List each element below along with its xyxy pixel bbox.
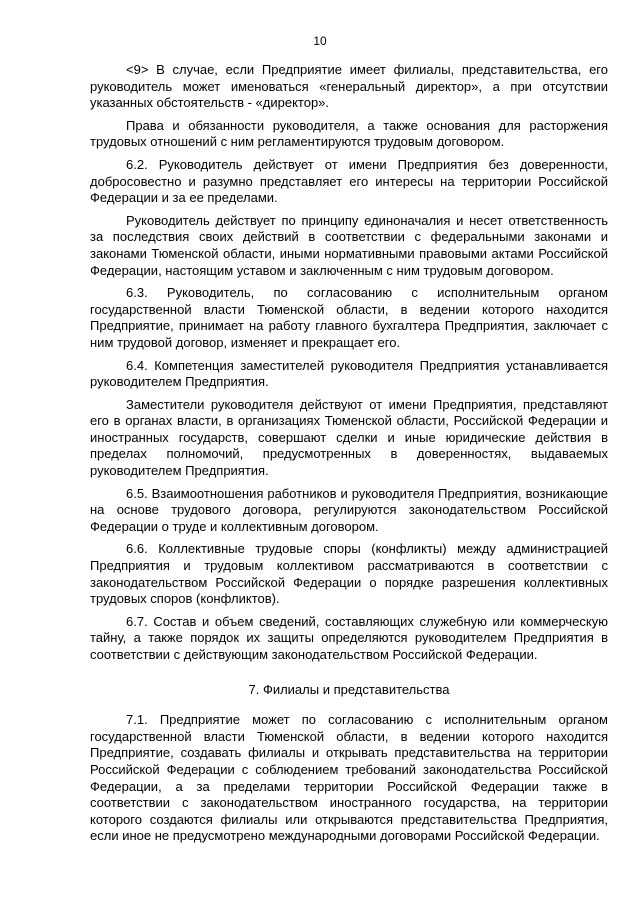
- paragraph-6-7: 6.7. Состав и объем сведений, составляющих служебную или коммерческую тайну, а также порядок их защиты определяются руководителем Предприятия в соответствии с действующим законодательством Российской Федерации.: [90, 613, 608, 662]
- paragraph-6-2: 6.2. Руководитель действует от имени Предприятия без доверенности, добросовестно и разумно представляет его интересы на территории Российской Федерации и за ее пределами.: [90, 156, 608, 206]
- paragraph-6-3: 6.3. Руководитель, по согласованию с исполнительным органом государственной власти Тюменской области, в ведении которого находится Предприятие, принимает на работу главного бухгалтера Предприятия, заключает с ним трудовой договор, изменяет и прекращает его.: [90, 285, 608, 350]
- paragraph-footnote-9: <9> В случае, если Предприятие имеет филиалы, представительства, его руководитель может именоваться «генеральный директор», а при отсутствии указанных обстоятельств - «директор».: [90, 62, 608, 111]
- paragraph-6-5: 6.5. Взаимоотношения работников и руководителя Предприятия, возникающие на основе трудового договора, регулируются законодательством Российской Федерации о труде и коллективным договором.: [90, 485, 608, 534]
- paragraph-rights-duties: Права и обязанности руководителя, а также основания для расторжения трудовых отношений с ним регламентируются трудовым договором.: [90, 117, 608, 150]
- paragraph-6-4: 6.4. Компетенция заместителей руководителя Предприятия устанавливается руководителем Предприятия.: [90, 357, 608, 390]
- paragraph-sole-authority: Руководитель действует по принципу единоначалия и несет ответственность за последствия своих действий в соответствии с федеральными законами и законами Тюменской области, иными нормативными правовыми актами Российской Федерации, настоящим уставом и заключенным с ним трудовым договором.: [90, 212, 608, 278]
- paragraph-6-6: 6.6. Коллективные трудовые споры (конфликты) между администрацией Предприятия и трудовым коллективом рассматриваются в соответствии с законодательством Российской Федерации о порядке разрешения коллективных трудовых споров (конфликтов).: [90, 541, 608, 607]
- section-title: 7. Филиалы и представительства: [248, 681, 450, 697]
- document-body: [90, 62, 608, 851]
- paragraph-7-1: 7.1. Предприятие может по согласованию с исполнительным органом государственной власти Тюменской области, в ведении которого находится Предприятие, создавать филиалы и открывать представительства на территории Российской Федерации с соблюдением требований законодательства Российской Федерации, а за пределами территории Российской Федерации также в соответствии с законодательством иностранного государства, на территории которого создаются филиалы или открываются представительства Предприятия, если иное не предусмотрено международными договорами Российской Федерации.: [90, 712, 608, 844]
- page-number: 10: [313, 34, 327, 48]
- paragraph-deputies: Заместители руководителя действуют от имени Предприятия, представляют его в органах власти, в организациях Тюменской области, Российской Федерации и иностранных государств, совершают сделки и иные юридические действия в пределах полномочий, предусмотренных в доверенностях, выдаваемых руководителем Предприятия.: [90, 396, 608, 479]
